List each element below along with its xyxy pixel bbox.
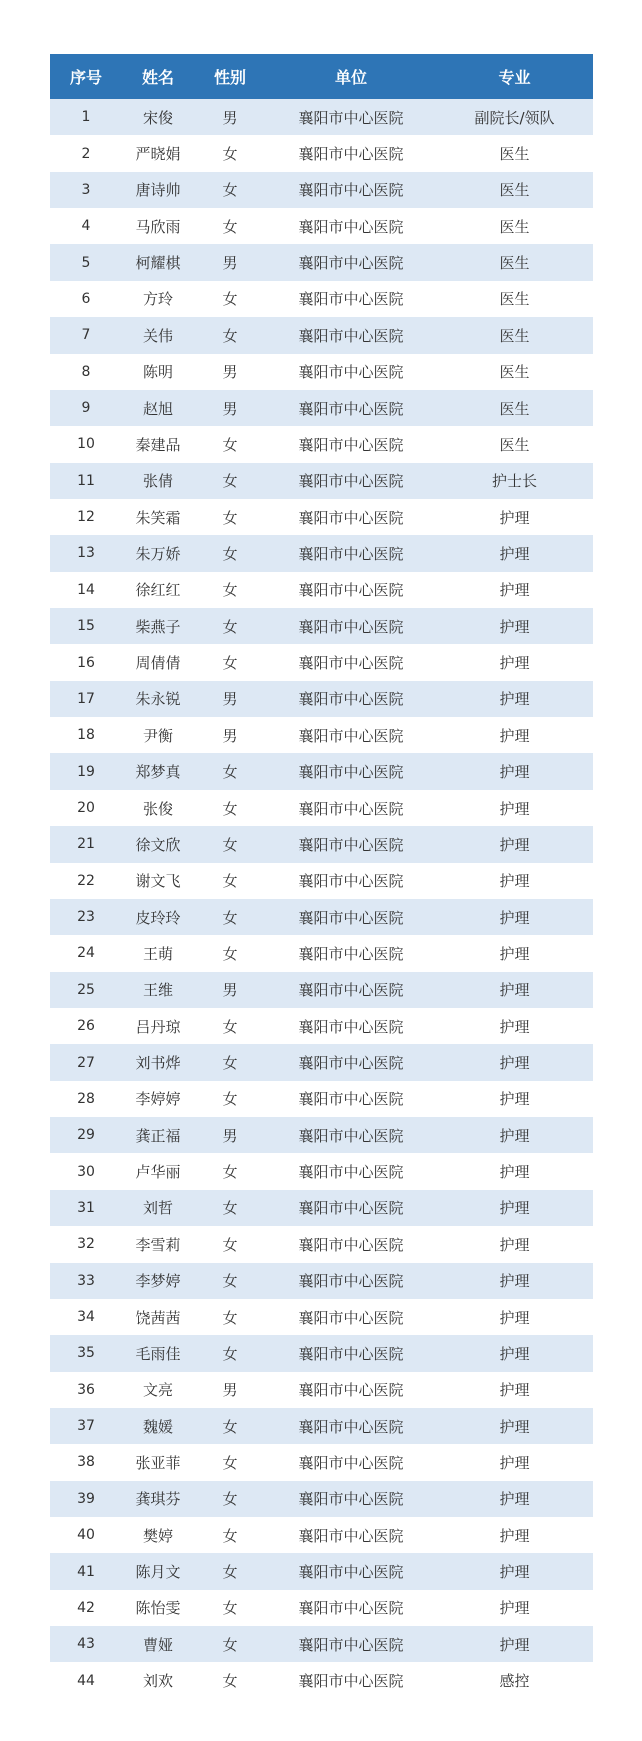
cell-number: 25: [50, 972, 122, 1008]
cell-specialty: 护理: [436, 1335, 593, 1371]
cell-specialty: 医生: [436, 244, 593, 280]
cell-name: 龚琪芬: [122, 1481, 194, 1517]
cell-name: 郑梦真: [122, 753, 194, 789]
cell-number: 3: [50, 172, 122, 208]
cell-name: 龚正福: [122, 1117, 194, 1153]
cell-number: 1: [50, 99, 122, 135]
cell-specialty: 护理: [436, 1044, 593, 1080]
cell-specialty: 护理: [436, 608, 593, 644]
cell-specialty: 护理: [436, 1517, 593, 1553]
table-row: [50, 99, 593, 135]
cell-number: 33: [50, 1263, 122, 1299]
table-row: [50, 1044, 593, 1080]
cell-specialty: 护理: [436, 1153, 593, 1189]
cell-number: 11: [50, 463, 122, 499]
cell-number: 16: [50, 644, 122, 680]
cell-name: 李婷婷: [122, 1081, 194, 1117]
cell-name: 朱笑霜: [122, 499, 194, 535]
cell-unit: 襄阳市中心医院: [266, 1626, 436, 1662]
cell-specialty: 医生: [436, 426, 593, 462]
cell-specialty: 护理: [436, 1444, 593, 1480]
table-row: [50, 1081, 593, 1117]
cell-specialty: 感控: [436, 1662, 593, 1698]
cell-number: 18: [50, 717, 122, 753]
cell-unit: 襄阳市中心医院: [266, 1553, 436, 1589]
cell-unit: 襄阳市中心医院: [266, 753, 436, 789]
cell-name: 严晓娟: [122, 135, 194, 171]
cell-specialty: 护理: [436, 972, 593, 1008]
cell-specialty: 护理: [436, 826, 593, 862]
cell-name: 赵旭: [122, 390, 194, 426]
cell-name: 张亚菲: [122, 1444, 194, 1480]
table-row: [50, 281, 593, 317]
cell-number: 13: [50, 535, 122, 571]
header-unit: 单位: [266, 54, 436, 99]
table-row: [50, 608, 593, 644]
cell-name: 刘欢: [122, 1662, 194, 1698]
cell-number: 24: [50, 935, 122, 971]
table-header: [50, 54, 593, 99]
cell-unit: 襄阳市中心医院: [266, 1081, 436, 1117]
table-row: [50, 790, 593, 826]
cell-unit: 襄阳市中心医院: [266, 863, 436, 899]
table-row: [50, 1444, 593, 1480]
cell-specialty: 护理: [436, 863, 593, 899]
cell-number: 8: [50, 354, 122, 390]
table-row: [50, 644, 593, 680]
cell-name: 曹娅: [122, 1626, 194, 1662]
cell-gender: 女: [194, 1008, 266, 1044]
cell-name: 方玲: [122, 281, 194, 317]
cell-name: 卢华丽: [122, 1153, 194, 1189]
cell-gender: 女: [194, 1081, 266, 1117]
cell-gender: 女: [194, 172, 266, 208]
table-row: [50, 390, 593, 426]
cell-number: 42: [50, 1590, 122, 1626]
table-row: [50, 899, 593, 935]
cell-specialty: 护理: [436, 1299, 593, 1335]
cell-unit: 襄阳市中心医院: [266, 1335, 436, 1371]
cell-name: 魏媛: [122, 1408, 194, 1444]
cell-unit: 襄阳市中心医院: [266, 1481, 436, 1517]
table-row: [50, 244, 593, 280]
cell-unit: 襄阳市中心医院: [266, 1153, 436, 1189]
cell-number: 23: [50, 899, 122, 935]
cell-unit: 襄阳市中心医院: [266, 681, 436, 717]
cell-specialty: 医生: [436, 390, 593, 426]
header-gender: 性别: [194, 54, 266, 99]
table-row: [50, 1335, 593, 1371]
cell-unit: 襄阳市中心医院: [266, 717, 436, 753]
cell-name: 张倩: [122, 463, 194, 499]
cell-name: 张俊: [122, 790, 194, 826]
cell-specialty: 护理: [436, 1081, 593, 1117]
cell-name: 唐诗帅: [122, 172, 194, 208]
cell-specialty: 护理: [436, 1117, 593, 1153]
cell-name: 陈怡雯: [122, 1590, 194, 1626]
table-row: [50, 826, 593, 862]
cell-specialty: 护理: [436, 535, 593, 571]
cell-unit: 襄阳市中心医院: [266, 1299, 436, 1335]
table-row: [50, 1263, 593, 1299]
cell-unit: 襄阳市中心医院: [266, 281, 436, 317]
cell-number: 32: [50, 1226, 122, 1262]
cell-number: 40: [50, 1517, 122, 1553]
cell-number: 34: [50, 1299, 122, 1335]
cell-number: 30: [50, 1153, 122, 1189]
cell-number: 28: [50, 1081, 122, 1117]
table-row: [50, 1553, 593, 1589]
cell-specialty: 护理: [436, 1408, 593, 1444]
table-row: [50, 535, 593, 571]
cell-gender: 男: [194, 1372, 266, 1408]
cell-gender: 女: [194, 1153, 266, 1189]
cell-specialty: 护理: [436, 681, 593, 717]
cell-name: 关伟: [122, 317, 194, 353]
table-row: [50, 1626, 593, 1662]
cell-name: 陈明: [122, 354, 194, 390]
cell-specialty: 护理: [436, 753, 593, 789]
cell-number: 26: [50, 1008, 122, 1044]
cell-gender: 女: [194, 1044, 266, 1080]
cell-specialty: 护理: [436, 644, 593, 680]
cell-number: 6: [50, 281, 122, 317]
cell-number: 10: [50, 426, 122, 462]
cell-unit: 襄阳市中心医院: [266, 354, 436, 390]
cell-unit: 襄阳市中心医院: [266, 1517, 436, 1553]
cell-gender: 女: [194, 1517, 266, 1553]
header-name: 姓名: [122, 54, 194, 99]
table-row: [50, 1117, 593, 1153]
cell-gender: 女: [194, 1481, 266, 1517]
cell-specialty: 副院长/领队: [436, 99, 593, 135]
table-row: [50, 426, 593, 462]
cell-unit: 襄阳市中心医院: [266, 463, 436, 499]
cell-specialty: 护理: [436, 790, 593, 826]
table-row: [50, 1481, 593, 1517]
cell-gender: 男: [194, 390, 266, 426]
cell-specialty: 护士长: [436, 463, 593, 499]
cell-name: 李雪莉: [122, 1226, 194, 1262]
cell-name: 秦建品: [122, 426, 194, 462]
table-row: [50, 1226, 593, 1262]
table-row: [50, 1517, 593, 1553]
cell-number: 9: [50, 390, 122, 426]
cell-name: 谢文飞: [122, 863, 194, 899]
cell-gender: 女: [194, 1590, 266, 1626]
header-number: 序号: [50, 54, 122, 99]
cell-unit: 襄阳市中心医院: [266, 1372, 436, 1408]
cell-unit: 襄阳市中心医院: [266, 172, 436, 208]
cell-number: 37: [50, 1408, 122, 1444]
roster-table: [50, 54, 593, 1699]
cell-number: 12: [50, 499, 122, 535]
cell-unit: 襄阳市中心医院: [266, 899, 436, 935]
cell-gender: 女: [194, 1299, 266, 1335]
table-row: [50, 1153, 593, 1189]
cell-gender: 女: [194, 1444, 266, 1480]
cell-unit: 襄阳市中心医院: [266, 390, 436, 426]
cell-name: 王维: [122, 972, 194, 1008]
cell-unit: 襄阳市中心医院: [266, 1190, 436, 1226]
cell-gender: 女: [194, 790, 266, 826]
cell-name: 皮玲玲: [122, 899, 194, 935]
cell-specialty: 护理: [436, 1553, 593, 1589]
cell-specialty: 医生: [436, 135, 593, 171]
cell-number: 43: [50, 1626, 122, 1662]
table-row: [50, 935, 593, 971]
cell-number: 7: [50, 317, 122, 353]
cell-gender: 女: [194, 426, 266, 462]
table-row: [50, 753, 593, 789]
cell-specialty: 护理: [436, 1263, 593, 1299]
cell-specialty: 护理: [436, 935, 593, 971]
cell-number: 4: [50, 208, 122, 244]
roster-container: [50, 54, 593, 1699]
table-row: [50, 1190, 593, 1226]
cell-name: 王萌: [122, 935, 194, 971]
cell-specialty: 医生: [436, 208, 593, 244]
cell-number: 39: [50, 1481, 122, 1517]
cell-gender: 女: [194, 572, 266, 608]
cell-gender: 女: [194, 208, 266, 244]
cell-number: 22: [50, 863, 122, 899]
cell-gender: 女: [194, 1662, 266, 1698]
cell-name: 朱万娇: [122, 535, 194, 571]
table-row: [50, 1408, 593, 1444]
cell-name: 徐红红: [122, 572, 194, 608]
cell-gender: 女: [194, 935, 266, 971]
cell-gender: 女: [194, 135, 266, 171]
cell-gender: 女: [194, 826, 266, 862]
cell-gender: 女: [194, 463, 266, 499]
cell-gender: 女: [194, 1553, 266, 1589]
cell-number: 2: [50, 135, 122, 171]
cell-number: 44: [50, 1662, 122, 1698]
table-row: [50, 972, 593, 1008]
cell-unit: 襄阳市中心医院: [266, 826, 436, 862]
table-row: [50, 1372, 593, 1408]
cell-number: 38: [50, 1444, 122, 1480]
cell-gender: 男: [194, 1117, 266, 1153]
cell-gender: 女: [194, 1408, 266, 1444]
cell-gender: 女: [194, 1626, 266, 1662]
cell-unit: 襄阳市中心医院: [266, 135, 436, 171]
cell-specialty: 医生: [436, 317, 593, 353]
table-row: [50, 1662, 593, 1698]
table-row: [50, 572, 593, 608]
header-specialty: 专业: [436, 54, 593, 99]
cell-name: 樊婷: [122, 1517, 194, 1553]
table-row: [50, 1590, 593, 1626]
cell-unit: 襄阳市中心医院: [266, 99, 436, 135]
cell-name: 马欣雨: [122, 208, 194, 244]
cell-specialty: 医生: [436, 172, 593, 208]
cell-gender: 女: [194, 499, 266, 535]
cell-name: 宋俊: [122, 99, 194, 135]
cell-specialty: 护理: [436, 1626, 593, 1662]
table-row: [50, 1299, 593, 1335]
cell-gender: 男: [194, 972, 266, 1008]
cell-specialty: 护理: [436, 499, 593, 535]
cell-name: 吕丹琼: [122, 1008, 194, 1044]
cell-unit: 襄阳市中心医院: [266, 1044, 436, 1080]
cell-number: 27: [50, 1044, 122, 1080]
cell-gender: 女: [194, 281, 266, 317]
table-row: [50, 499, 593, 535]
cell-unit: 襄阳市中心医院: [266, 1444, 436, 1480]
cell-number: 5: [50, 244, 122, 280]
cell-number: 17: [50, 681, 122, 717]
cell-gender: 女: [194, 1190, 266, 1226]
table-row: [50, 208, 593, 244]
table-row: [50, 135, 593, 171]
table-row: [50, 681, 593, 717]
cell-unit: 襄阳市中心医院: [266, 317, 436, 353]
table-row: [50, 863, 593, 899]
cell-gender: 女: [194, 1263, 266, 1299]
cell-gender: 女: [194, 899, 266, 935]
table-row: [50, 317, 593, 353]
cell-number: 29: [50, 1117, 122, 1153]
cell-number: 31: [50, 1190, 122, 1226]
cell-gender: 男: [194, 717, 266, 753]
cell-unit: 襄阳市中心医院: [266, 1590, 436, 1626]
cell-unit: 襄阳市中心医院: [266, 935, 436, 971]
cell-unit: 襄阳市中心医院: [266, 535, 436, 571]
cell-number: 20: [50, 790, 122, 826]
table-row: [50, 463, 593, 499]
cell-unit: 襄阳市中心医院: [266, 1226, 436, 1262]
cell-name: 李梦婷: [122, 1263, 194, 1299]
cell-gender: 男: [194, 99, 266, 135]
cell-name: 刘哲: [122, 1190, 194, 1226]
cell-specialty: 护理: [436, 572, 593, 608]
cell-unit: 襄阳市中心医院: [266, 1662, 436, 1698]
cell-name: 朱永锐: [122, 681, 194, 717]
table-row: [50, 1008, 593, 1044]
cell-number: 21: [50, 826, 122, 862]
cell-number: 35: [50, 1335, 122, 1371]
cell-unit: 襄阳市中心医院: [266, 572, 436, 608]
cell-specialty: 护理: [436, 1226, 593, 1262]
cell-name: 尹衡: [122, 717, 194, 753]
cell-number: 14: [50, 572, 122, 608]
cell-unit: 襄阳市中心医院: [266, 644, 436, 680]
cell-specialty: 护理: [436, 1481, 593, 1517]
cell-unit: 襄阳市中心医院: [266, 608, 436, 644]
cell-unit: 襄阳市中心医院: [266, 1408, 436, 1444]
cell-number: 15: [50, 608, 122, 644]
cell-gender: 女: [194, 644, 266, 680]
cell-specialty: 护理: [436, 717, 593, 753]
cell-unit: 襄阳市中心医院: [266, 1117, 436, 1153]
table-row: [50, 354, 593, 390]
cell-unit: 襄阳市中心医院: [266, 1263, 436, 1299]
cell-specialty: 护理: [436, 1190, 593, 1226]
cell-specialty: 医生: [436, 354, 593, 390]
cell-specialty: 护理: [436, 1008, 593, 1044]
cell-unit: 襄阳市中心医院: [266, 208, 436, 244]
cell-gender: 女: [194, 535, 266, 571]
table-row: [50, 172, 593, 208]
cell-name: 柴燕子: [122, 608, 194, 644]
cell-name: 毛雨佳: [122, 1335, 194, 1371]
cell-gender: 女: [194, 317, 266, 353]
cell-gender: 女: [194, 1226, 266, 1262]
cell-number: 19: [50, 753, 122, 789]
table-row: [50, 717, 593, 753]
cell-gender: 男: [194, 354, 266, 390]
cell-specialty: 护理: [436, 1590, 593, 1626]
cell-name: 徐文欣: [122, 826, 194, 862]
cell-unit: 襄阳市中心医院: [266, 790, 436, 826]
cell-gender: 女: [194, 863, 266, 899]
cell-specialty: 医生: [436, 281, 593, 317]
cell-number: 41: [50, 1553, 122, 1589]
cell-name: 刘书烨: [122, 1044, 194, 1080]
cell-specialty: 护理: [436, 899, 593, 935]
cell-name: 柯耀棋: [122, 244, 194, 280]
cell-name: 陈月文: [122, 1553, 194, 1589]
cell-unit: 襄阳市中心医院: [266, 244, 436, 280]
cell-gender: 女: [194, 608, 266, 644]
cell-gender: 女: [194, 1335, 266, 1371]
cell-specialty: 护理: [436, 1372, 593, 1408]
cell-gender: 女: [194, 753, 266, 789]
table-body: [50, 99, 593, 1699]
cell-unit: 襄阳市中心医院: [266, 499, 436, 535]
cell-name: 饶茜茜: [122, 1299, 194, 1335]
cell-unit: 襄阳市中心医院: [266, 1008, 436, 1044]
cell-number: 36: [50, 1372, 122, 1408]
cell-gender: 男: [194, 244, 266, 280]
cell-name: 周倩倩: [122, 644, 194, 680]
cell-name: 文亮: [122, 1372, 194, 1408]
cell-unit: 襄阳市中心医院: [266, 426, 436, 462]
cell-gender: 男: [194, 681, 266, 717]
header-row: [50, 54, 593, 99]
cell-unit: 襄阳市中心医院: [266, 972, 436, 1008]
